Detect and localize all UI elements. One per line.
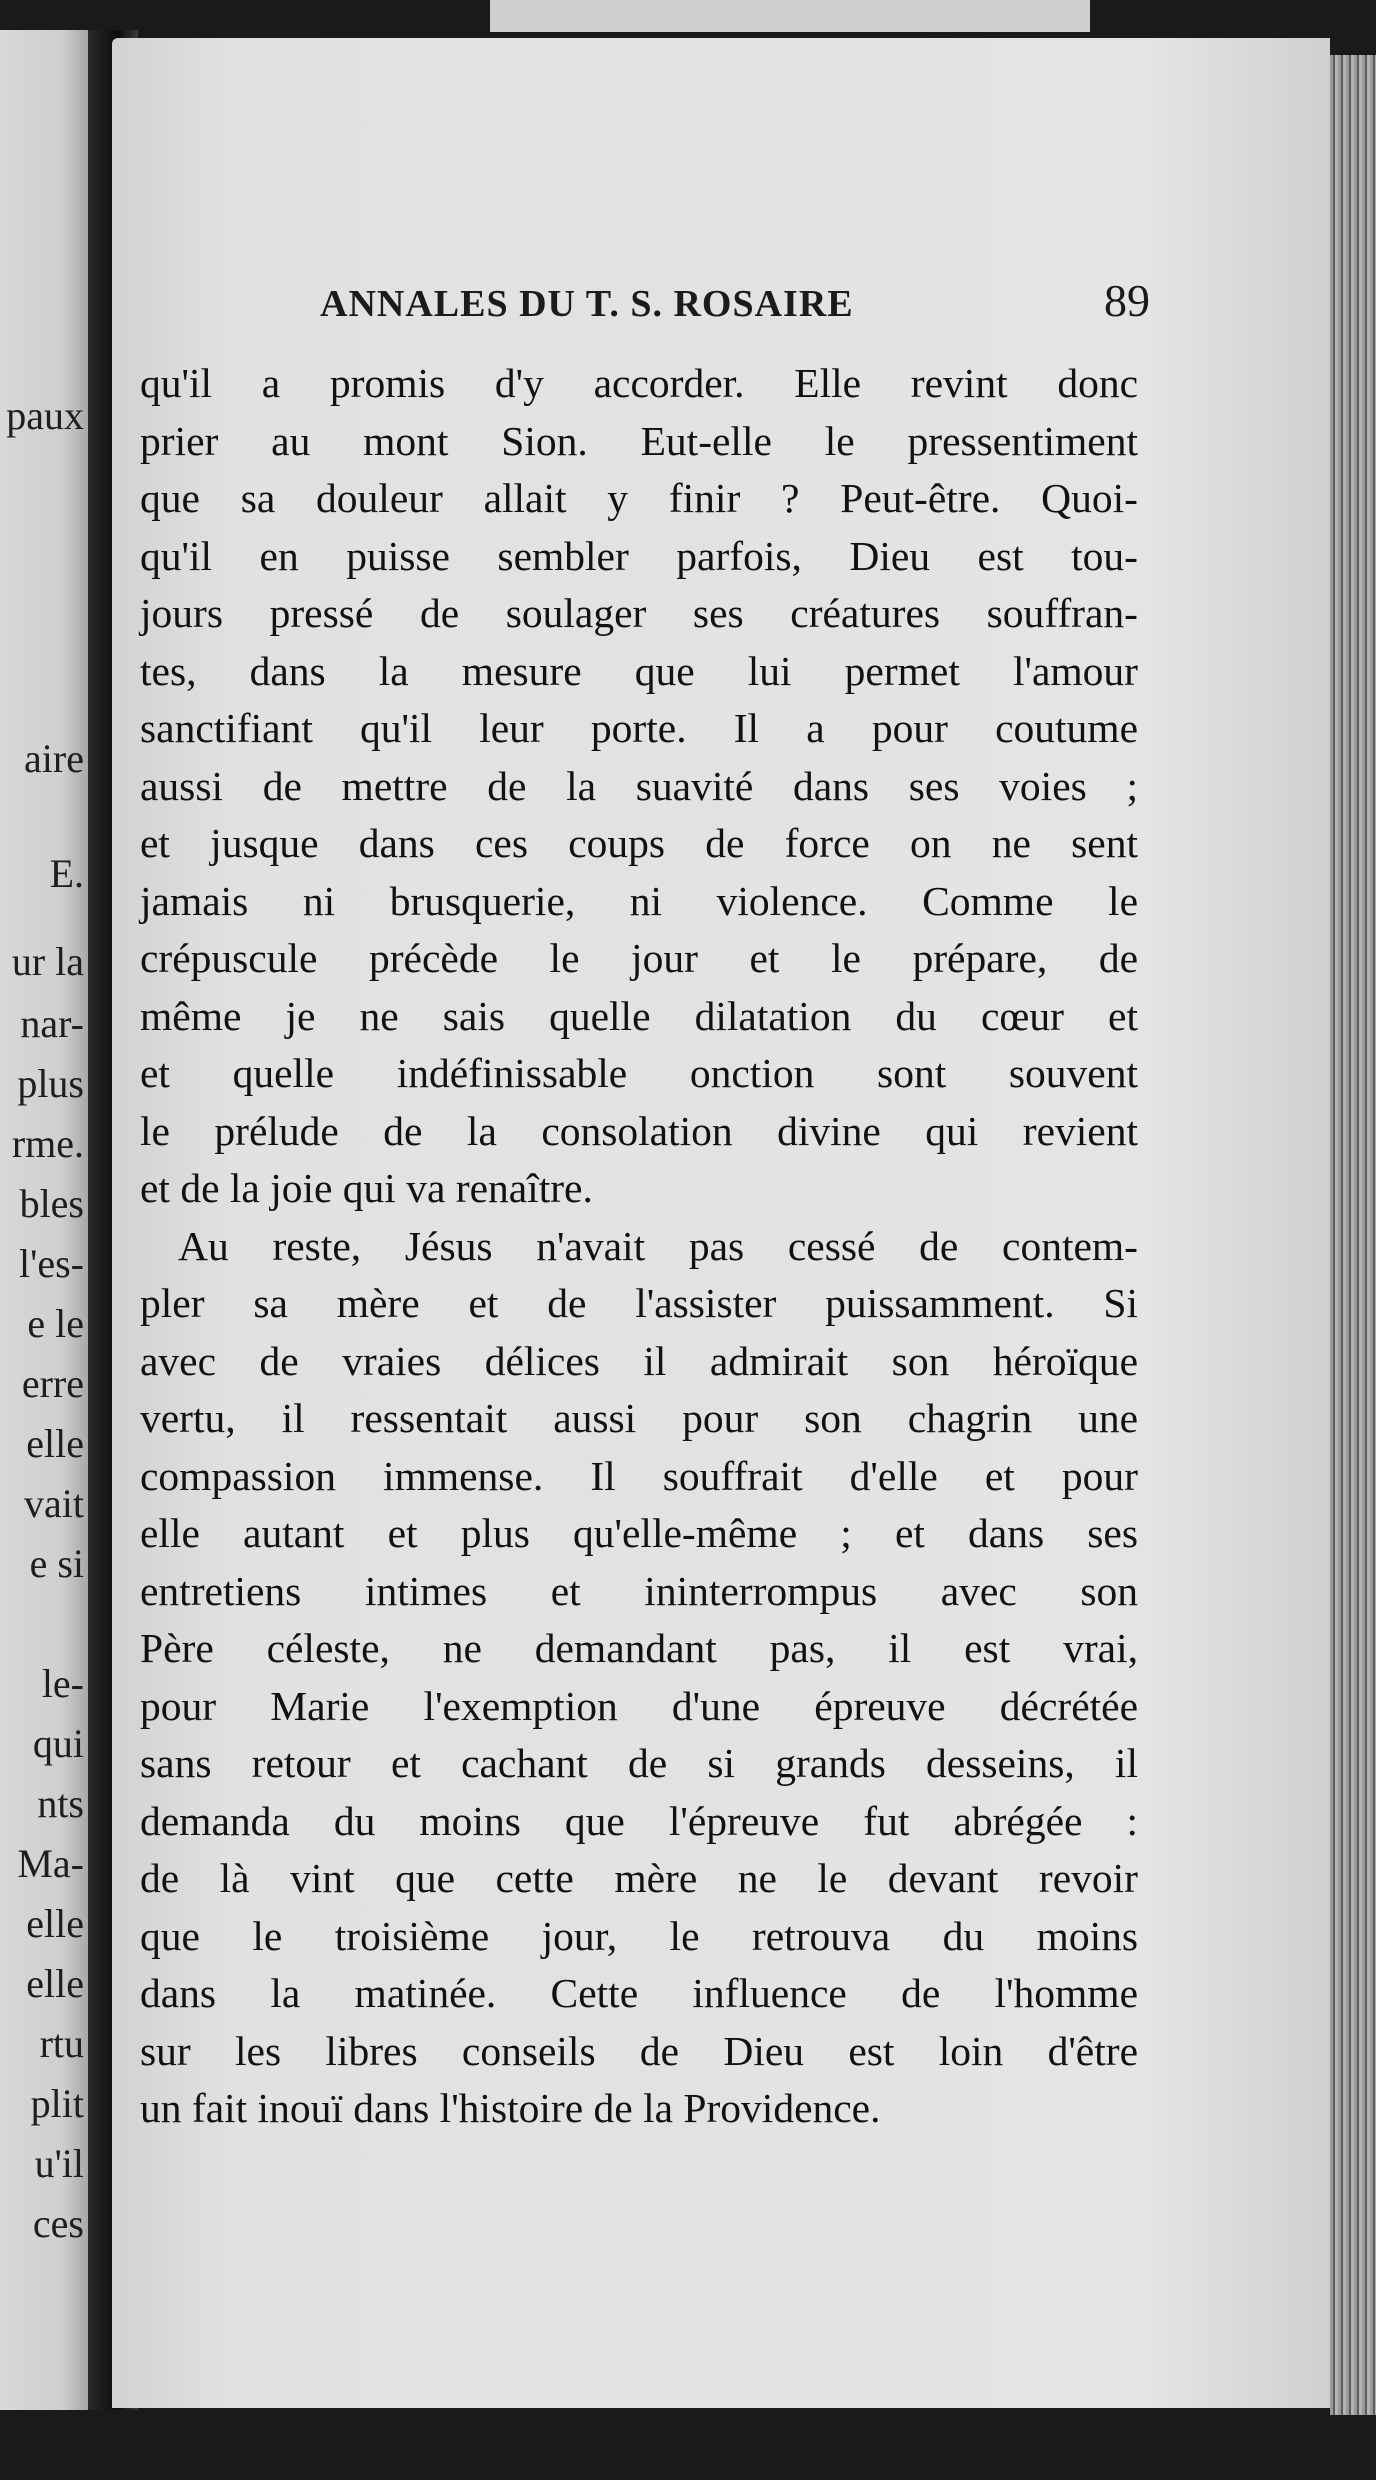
- facing-page-fragment: ur la: [11, 939, 84, 984]
- facing-page-fragment: plus: [17, 1061, 84, 1106]
- facing-page-fragment: erre: [21, 1361, 84, 1406]
- text-line: sans retour et cachant de si grands desseins, il: [140, 1740, 1138, 1786]
- facing-page-fragment: e le: [27, 1301, 84, 1346]
- text-line: elle autant et plus qu'elle-même ; et dans ses: [140, 1510, 1138, 1556]
- text-line: Père céleste, ne demandant pas, il est vrai,: [140, 1625, 1138, 1671]
- text-line: demanda du moins que l'épreuve fut abrégée :: [140, 1797, 1138, 1844]
- facing-page-fragment: qui: [32, 1721, 84, 1766]
- text-line: qu'il a promis d'y accorder. Elle revint donc: [140, 360, 1138, 406]
- text-line: de là vint que cette mère ne le devant revoir: [140, 1855, 1138, 1901]
- facing-page-fragment: E.: [49, 851, 84, 896]
- facing-page-fragment: rtu: [39, 2021, 84, 2066]
- text-line: avec de vraies délices il admirait son héroïque: [140, 1337, 1138, 1384]
- facing-page-fragment: u'il: [34, 2141, 84, 2186]
- text-line: crépuscule précède le jour et le prépare, de: [140, 935, 1138, 981]
- paragraph: [140, 355, 1138, 1218]
- text-line: et de la joie qui va renaître.: [140, 1165, 593, 1211]
- text-line: entretiens intimes et ininterrompus avec son: [140, 1567, 1138, 1614]
- text-line: Au reste, Jésus n'avait pas cessé de contem-: [178, 1222, 1138, 1269]
- text-line: un fait inouï dans l'histoire de la Providence.: [140, 2085, 881, 2131]
- facing-page-fragment: l'es-: [19, 1241, 84, 1286]
- facing-page-fragment: elle: [26, 1961, 84, 2006]
- facing-page-fragment: vait: [24, 1481, 84, 1526]
- text-line: compassion immense. Il souffrait d'elle et pour: [140, 1452, 1138, 1499]
- text-line: sanctifiant qu'il leur porte. Il a pour coutume: [140, 705, 1138, 751]
- top-background-strip: [490, 0, 1090, 32]
- text-line: dans la matinée. Cette influence de l'homme: [140, 1970, 1138, 2016]
- facing-page-fragment: le-: [41, 1661, 84, 1706]
- facing-page-fragment: nts: [37, 1781, 84, 1826]
- paragraph: [140, 1218, 1138, 2138]
- page-number: 89: [1104, 275, 1150, 326]
- facing-page-fragment: Ma-: [17, 1841, 84, 1886]
- text-line: pour Marie l'exemption d'une épreuve décrétée: [140, 1682, 1138, 1729]
- text-line: vertu, il ressentait aussi pour son chagrin une: [140, 1395, 1138, 1441]
- text-line: prier au mont Sion. Eut-elle le pressentiment: [140, 417, 1138, 464]
- text-line: que sa douleur allait y finir ? Peut-être. Quoi-: [140, 475, 1138, 521]
- facing-page-fragment: e si: [29, 1541, 84, 1586]
- text-line: sur les libres conseils de Dieu est loin d'être: [140, 2027, 1138, 2074]
- text-line: et quelle indéfinissable onction sont souvent: [140, 1050, 1138, 1096]
- page-body: [140, 355, 1138, 2138]
- text-line: tes, dans la mesure que lui permet l'amour: [140, 647, 1138, 694]
- text-line: jamais ni brusquerie, ni violence. Comme le: [140, 877, 1138, 924]
- text-line: qu'il en puisse sembler parfois, Dieu est tou-: [140, 532, 1138, 579]
- text-line: pler sa mère et de l'assister puissamment. Si: [140, 1280, 1138, 1326]
- text-line: aussi de mettre de la suavité dans ses voies ;: [140, 762, 1138, 809]
- facing-page-fragment: bles: [19, 1181, 84, 1226]
- facing-page-fragment: plit: [30, 2081, 84, 2126]
- facing-page-fragment: rme.: [11, 1121, 84, 1166]
- facing-page-edge: [0, 30, 88, 2410]
- text-line: et jusque dans ces coups de force on ne sent: [140, 820, 1138, 866]
- text-line: même je ne sais quelle dilatation du cœur et: [140, 992, 1138, 1039]
- facing-page-fragment: nar-: [20, 1001, 84, 1046]
- text-line: le prélude de la consolation divine qui revient: [140, 1107, 1138, 1154]
- facing-page-fragment: paux: [6, 393, 84, 438]
- text-line: que le troisième jour, le retrouva du moins: [140, 1912, 1138, 1959]
- running-title: ANNALES DU T. S. ROSAIRE: [320, 283, 854, 325]
- facing-page-fragment: ces: [32, 2201, 84, 2246]
- facing-page-fragment: elle: [26, 1901, 84, 1946]
- page-stack-edge: [1330, 55, 1376, 2415]
- facing-page-fragment: elle: [26, 1421, 84, 1466]
- text-line: jours pressé de soulager ses créatures souffran-: [140, 590, 1138, 636]
- running-header: [320, 270, 1150, 340]
- facing-page-fragment: aire: [24, 736, 84, 781]
